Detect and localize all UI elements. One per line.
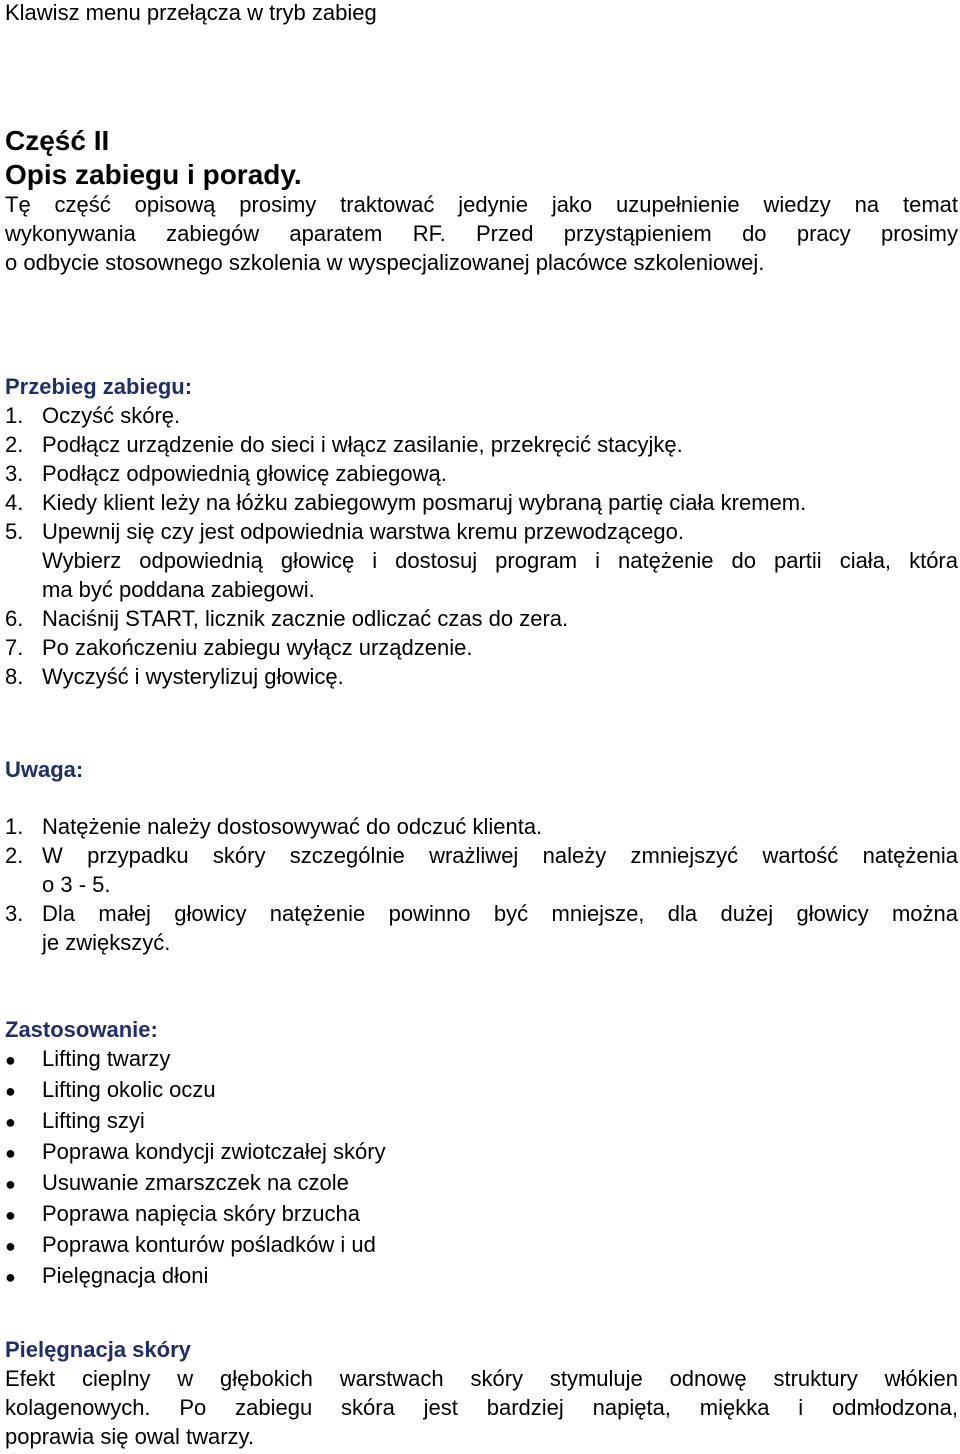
step-number: 3.	[5, 461, 24, 486]
application-item	[5, 1261, 958, 1292]
bullet-icon: ●	[5, 1143, 16, 1163]
bullet-icon: ●	[5, 1236, 16, 1256]
step-text: Upewnij się czy jest odpowiednia warstwa kremu przewodzącego.	[42, 519, 684, 544]
notes-list	[5, 812, 958, 957]
step-text: Podłącz odpowiednią głowicę zabiegową.	[42, 461, 447, 486]
application-item	[5, 1044, 958, 1075]
note-text-continued: je zwiększyć.	[42, 930, 171, 955]
step-number: 4.	[5, 490, 24, 515]
application-item	[5, 1168, 958, 1199]
procedure-step	[5, 430, 958, 459]
part-subtitle: Opis zabiegu i porady.	[5, 159, 302, 190]
note-number: 2.	[5, 843, 24, 868]
application-item	[5, 1199, 958, 1230]
note-number: 3.	[5, 901, 24, 926]
bullet-icon: ●	[5, 1112, 16, 1132]
skin-care-line-3: poprawia się owal twarzy.	[5, 1424, 255, 1449]
procedure-step	[5, 517, 958, 546]
bullet-icon: ●	[5, 1050, 16, 1070]
intro-line-3: o odbycie stosownego szkolenia w wyspecjalizowanej placówce szkoleniowej.	[5, 250, 765, 275]
procedure-steps	[5, 401, 958, 546]
procedure-section	[5, 372, 958, 691]
skin-care-heading: Pielęgnacja skóry	[5, 1337, 191, 1362]
note-text: W przypadku skóry szczególnie wrażliwej należy zmniejszyć wartość natężenia	[42, 843, 958, 868]
step-number: 5.	[5, 519, 24, 544]
bullet-icon: ●	[5, 1205, 16, 1225]
procedure-step	[5, 488, 958, 517]
procedure-heading: Przebieg zabiegu:	[5, 374, 193, 399]
bullet-icon: ●	[5, 1174, 16, 1194]
notes-heading: Uwaga:	[5, 757, 84, 782]
procedure-continuation-line-1: Wybierz odpowiednią głowicę i dostosuj program i natężenie do partii ciała, która	[42, 548, 958, 573]
application-text: Poprawa napięcia skóry brzucha	[42, 1201, 360, 1226]
procedure-step	[5, 401, 958, 430]
application-text: Poprawa kondycji zwiotczałej skóry	[42, 1139, 386, 1164]
step-number: 1.	[5, 403, 24, 428]
procedure-step	[5, 662, 958, 691]
applications-heading: Zastosowanie:	[5, 1017, 158, 1042]
notes-section	[5, 755, 958, 957]
skin-care-line-1: Efekt cieplny w głębokich warstwach skóry stymuluje odnowę struktury włókien	[5, 1366, 958, 1391]
note-text: Natężenie należy dostosowywać do odczuć klienta.	[42, 814, 543, 839]
procedure-continuation-line-2: ma być poddana zabiegowi.	[42, 577, 315, 602]
step-number: 8.	[5, 664, 24, 689]
application-text: Lifting szyi	[42, 1108, 145, 1133]
application-item	[5, 1137, 958, 1168]
application-text: Lifting twarzy	[42, 1046, 171, 1071]
step-text: Wyczyść i wysterylizuj głowicę.	[42, 664, 344, 689]
note-text-continued: o 3 - 5.	[42, 872, 111, 897]
note-number: 1.	[5, 814, 24, 839]
step-number: 7.	[5, 635, 24, 660]
procedure-steps-continued	[5, 604, 958, 691]
skin-care-line-2: kolagenowych. Po zabiegu skóra jest bardziej napięta, miękka i odmłodzona,	[5, 1395, 958, 1420]
step-text: Po zakończeniu zabiegu wyłącz urządzenie.	[42, 635, 473, 660]
step-text: Oczyść skórę.	[42, 403, 181, 428]
step-text: Podłącz urządzenie do sieci i włącz zasilanie, przekręcić stacyjkę.	[42, 432, 683, 457]
application-text: Poprawa konturów pośladków i ud	[42, 1232, 376, 1257]
part-section	[5, 124, 958, 277]
part-title: Część II	[5, 125, 110, 156]
bullet-icon: ●	[5, 1081, 16, 1101]
note-text: Dla małej głowicy natężenie powinno być mniejsze, dla dużej głowicy można	[42, 901, 958, 926]
procedure-step	[5, 604, 958, 633]
procedure-step	[5, 633, 958, 662]
application-item	[5, 1230, 958, 1261]
application-item	[5, 1075, 958, 1106]
bullet-icon: ●	[5, 1267, 16, 1287]
application-item	[5, 1106, 958, 1137]
step-number: 2.	[5, 432, 24, 457]
skin-care-section	[5, 1335, 958, 1451]
step-number: 6.	[5, 606, 24, 631]
intro-line-2: wykonywania zabiegów aparatem RF. Przed przystąpieniem do pracy prosimy	[5, 221, 958, 246]
application-text: Usuwanie zmarszczek na czole	[42, 1170, 349, 1195]
note-item	[5, 812, 958, 841]
applications-list	[5, 1044, 958, 1292]
step-text: Kiedy klient leży na łóżku zabiegowym posmaruj wybraną partię ciała kremem.	[42, 490, 807, 515]
top-line: Klawisz menu przełącza w tryb zabieg	[5, 0, 377, 25]
note-item	[5, 841, 958, 899]
application-text: Pielęgnacja dłoni	[42, 1263, 209, 1288]
note-item	[5, 899, 958, 957]
applications-section	[5, 1015, 958, 1292]
step-text: Naciśnij START, licznik zacznie odliczać czas do zera.	[42, 606, 569, 631]
intro-line-1: Tę część opisową prosimy traktować jedynie jako uzupełnienie wiedzy na temat	[5, 192, 958, 217]
procedure-step	[5, 459, 958, 488]
application-text: Lifting okolic oczu	[42, 1077, 216, 1102]
